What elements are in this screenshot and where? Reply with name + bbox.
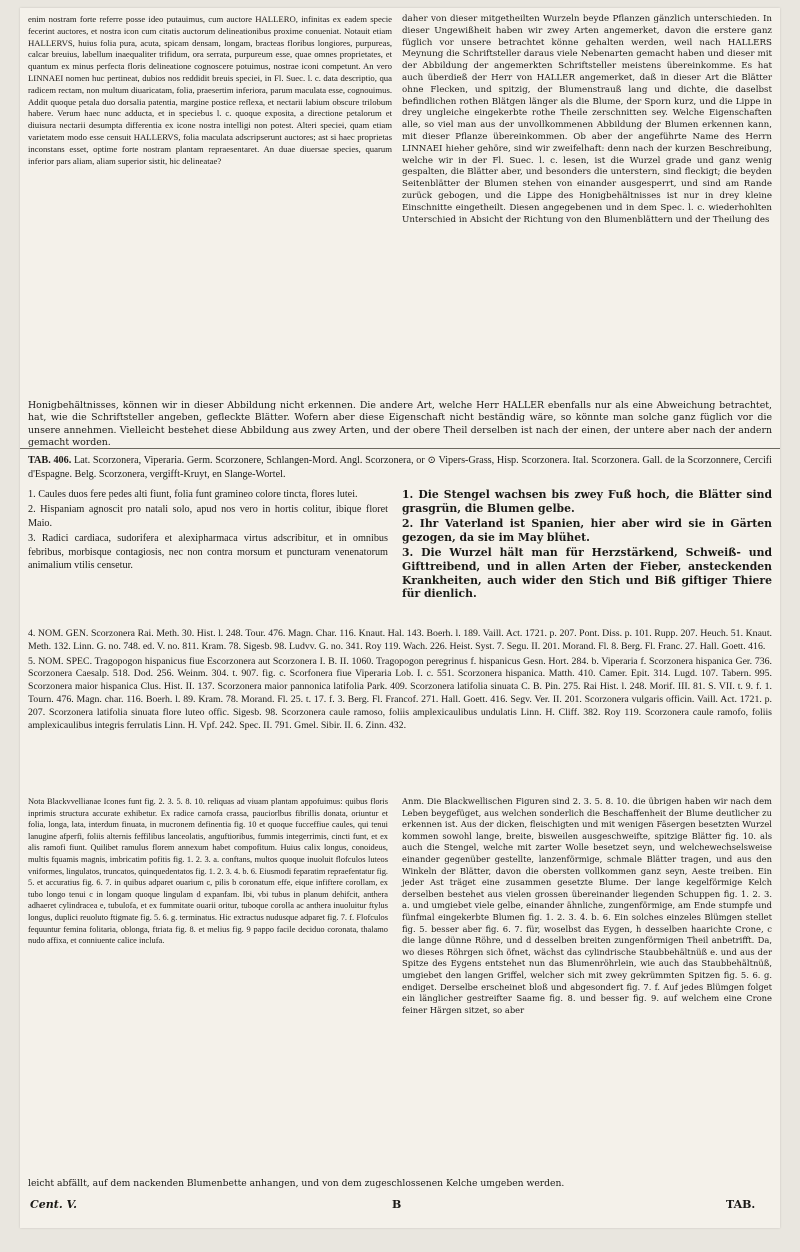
catchword: TAB. [726, 1198, 756, 1211]
tab-number: TAB. 406. [28, 455, 72, 466]
desc-german-item: 1. Die Stengel wachsen bis zwey Fuß hoch, die Blätter sind grasgrün, die Blumen gelbe. [402, 488, 772, 515]
description-german [402, 488, 772, 603]
tab-names: Lat. Scorzonera, Viperaria. Germ. Scorzonere, Schlangen-Mord. Angl. Scorzonera, or ⊙ Vipers-Grass, Hisp. Scorzonera. Ital. Scorzonera. Gall. de la Scorzonnere, Cercifi d'Espagne. Belg. Scorzonera, vergifft-Kruyt, en Slange-Wortel. [28, 455, 773, 480]
century-mark: Cent. V. [30, 1198, 77, 1211]
nomenclature [28, 628, 772, 734]
top-german-continuation: Honigbehältnisses, können wir in dieser Abbildung nicht erkennen. Die andere Art, welche Herr HALLER ebenfalls nur als eine Abweichung betrachtet, hat, wie die Schriftsteller angeben, gefleckte Blätter. Wofern aber diese Eigenschaft nicht beständig wäre, so könnte man solche ganz füglich vor die unsere annehmen. Vielleicht bestehet diese Abbildung aus zwey Arten, und der obere Theil derselben ist nach der einen, der untere aber nach der andern gemacht worden. [28, 400, 772, 449]
book-page [20, 8, 780, 1228]
top-german-text: daher von dieser mitgetheilten Wurzeln beyde Pflanzen gänzlich unterschieden. In dieser Ungewißheit haben wir zwey Arten angemerket, davon die erstere ganz füglich vor unsere betrachtet könne gehalten werden, weil nach HALLERS Meynung die Schriftsteller daraus viele Nebenarten gemacht haben und dieser mit der Abbildung der angemerkten Schriftsteller meistens übereinkomme. Es hat auch überdieß der Herr von HALLER angemerket, daß in dieser Art die Blätter ohne Flecken, und spitzig, der Blumenstrauß lang und dichte, die daselbst befindlichen rothen Blätgen länger als die Blume, der Sporn kurz, und die Lippe in drey ungleiche eingekerbte rothe Theile zerschnitten sey. Welche Eigenschaften alle, so viel man aus der unvollkommenen Abbildung der Blumen erkennen kann, mit dieser Pflanze übereinkommen. Ob aber der angeführte Name des Herrn LINNAEI hieher gehöre, sind wir zweifelhaft: denn nach der kurzen Beschreibung, welche wir in der Fl. Suec. l. c. lesen, ist die Wurzel grade und ganz wenig gespalten, die Blätter aber, und besonders die unterstern, sind fleckigt; die beyden Seitenblätter der Blumen stehen von einander ausgesperrt, und sind am Rande zurück gebogen, und die Lippe des Honigbehältnisses ist nur in drey kleine Einschnitte eingetheilt. Diesen angegebenen und in dem Spec. l. c. wiederhohlten Unterschied in Absicht der Richtung von den Blumenblättern und der Theilung des [402, 14, 772, 225]
desc-latin-item: 2. Hispaniam agnoscit pro natali solo, apud nos vero in hortis colitur, ibique floret Maio. [28, 504, 388, 529]
top-latin-text: enim nostram forte referre posse ideo putauimus, cum auctore HALLERO, infinitas ex eadem specie fecerint auctores, et nostra icon cum citatis auctorum delineationibus proxime conueniat. Notauit etiam HALLERVS, huius folia pura, acuta, spicam densam, longam, bracteas floribus longiores, purpureas, calcar breuius, labellum inaequaliter trifidum, ora serrata, purpureum esse, quae omnes proprietates, et quantum ex minus perfecta floris delineatione cognoscere potuimus, nostrae iconi competunt. An vero LINNAEI nomen huc pertineat, dubios nos reddidit breuis speciei, in Fl. Suec. l. c. data descriptio, qua radicem rectam, non multum diuaricatam, folia, praesertim inferiora, parum maculata esse, cognouimus. Addit quoque petala duo dorsalia patentia, margine postice reflexa, et nectarii labium obscure trilobum habere. Verum haec nunc adducta, et in speciebus l. c. quoque exposita, a directione petalorum et diuisura nectarii desumpta differentia ex icone nostra intelligi non potest. Alteri speciei, quam etiam varietatem modo esse censuit HALLERVS, folia maculata adscripserunt auctores; ast si haec proprietas inconstans esset, optime forte nostram plantam repraesentaret. An duae diuersae species, quarum inferior pars aliam, aliam superior sistit, hic delineatae? [28, 14, 392, 166]
bottom-latin-text: Nota Blackvvellianae Icones funt fig. 2. 3. 5. 8. 10. reliquas ad viuam plantam appofuimus: quibus floris inprimis structura accurate exhibetur. Ex radice carnofa crassa, pauciorlbus fibrillis donata, oriuntur et folia, longa, lata, interdum finuata, in mucronem definentia fig. 10 et quoque fucceffiue caules, qui tenui lanugine afperfi, foliis alternis feffilibus lanceolatis, anguftioribus, fummis integerrimis, cincti funt, et ex alis ramofi fiunt. Quilibet ramulus florem annexum habet compofitum. Huius calix longus, conoideus, multis fquamis magnis, imbricatim pofitis fig. 1. 2. 3. a. conftans, multos quoque inuoluit flofculos luteos vniformes, lingulatos, truncatos, quinquedentatos fig. 1. 2. 3. 4. b. 6. Eiusmodi feparatim repraefentatur fig. 5. et accuratius fig. 6. 7. in quibus adparet ouarium c, pilis b coronatum effe, eique infiftere corollam, ex tubo longo tenui c in longam quoque lingulam d expanfam. Ibi, vbi tubus in planum dehifcit, anthera adhaeret cylindracea e, tubulofa, et ex fummitate ouarii oritur, tuboque corolla ac anthera inuoluitur ftylus longus, duplici reuoluto ftigmate fig. 5. 6. g. terminatus. Hic extractus nudusque adparet fig. 7. f. Flofculos fequuntur femina folitaria, oblonga, ftriata fig. 8. et melius fig. 9 pappo facile deciduo coronata, thalamo nudo affixa, et conniuente calice inclufa. [28, 797, 388, 946]
signature-mark: B [392, 1198, 402, 1211]
footer-line: leicht abfällt, auf dem nackenden Blumenbette anhangen, und von dem zugeschlossenen Kelche umgeben werden. [28, 1178, 565, 1189]
bottom-german-text: Anm. Die Blackwellischen Figuren sind 2. 3. 5. 8. 10. die übrigen haben wir nach dem Leben beygefüget, aus welchen sonderlich die Beschaffenheit der Blume deutlicher zu erkennen ist. Aus der dicken, fleischigten und mit wenigen Fäsergen besetzten Wurzel kommen sowohl lange, breite, bisweilen ausgeschweifte, spitzige Blätter fig. 10. als auch die Stengel, welche mit zarter Wolle besetzet seyn, und welchewechselsweise einander gegenüber gestellte, lanzenförmige, schmale Blätter tragen, und aus den Winkeln der Blätter, davon die obersten vollkommen ganz seyn, Aeste treiben. Ein jeder Ast träget eine zusammen gesetzte Blume. Der lange kegelförmige Kelch derselben bestehet aus vielen grossen übereinander liegenden Schuppen fig. 1. 2. 3. a. und umgiebet viele gelbe, einander ähnliche, zungenförmige, am Ende stumpfe und fünfmal eingekerbte Blumen fig. 1. 2. 3. 4. b. 6. Ein solches einzeles Blümgen stellet fig. 5. besser aber fig. 6. 7. für, woselbst das Eygen, h desselben haarichte Crone, c die lange dünne Röhre, und d desselben breiten zungenförmigen Theil anbetrifft. Da, wo dieses Röhrgen sich öfnet, wächst das cylindrische Staubbehältnüß e. und aus der Spitze des Eygens entstehet nun das Blumenröhrlein, wie auch das Staubbehältnüß, umgiebet den langen Griffel, welcher sich mit zwey gekrümmten Spitzen fig. 5. 6. g. endiget. Derselbe erscheinet bloß und abgesondert fig. 7. f. Auf jedes Blümgen folget ein länglicher gestreifter Saame fig. 8. und besser fig. 9. auf welchem eine Crone feiner Härgen sitzet, so aber [402, 796, 772, 1015]
desc-latin-item: 3. Radici cardiaca, sudorifera et alexipharmaca virtus adscribitur, et in omnibus febribus, morbisque contagiosis, nec non contra morsum et puncturam venenatorum animalium vtilis censetur. [28, 533, 388, 572]
desc-german-item: 3. Die Wurzel hält man für Herzstärkend, Schweiß- und Gifttreibend, und in allen Arten der Fieber, ansteckenden Krankheiten, auch wider den Stich und Biß giftiger Thiere für dienlich. [402, 546, 772, 601]
desc-german-item: 2. Ihr Vaterland ist Spanien, hier aber wird sie in Gärten gezogen, da sie im May blühet. [402, 517, 772, 544]
desc-latin-item: 1. Caules duos fere pedes alti fiunt, folia funt gramineo colore tincta, flores lutei. [28, 489, 358, 500]
nomen-genus: 4. NOM. GEN. Scorzonera Rai. Meth. 30. Hist. l. 248. Tour. 476. Magn. Char. 116. Knaut. Hal. 143. Boerh. l. 189. Vaill. Act. 1721. p. 207. Pont. Diss. p. 101. Rupp. 207. Heuch. 51. Knaut. Meth. 132. Linn. G. no. 748. ed. V. no. 811. Kram. 78. Sigesb. 98. Ludvv. G. no. 341. Roy 119. Wach. 226. Heist. Syst. 7. Segu. II. 201. Morand. Fl. 8. Berg. Fl. Franc. 27. Hall. Goett. 416. [28, 628, 772, 652]
section-divider [20, 448, 780, 449]
description-latin [28, 488, 388, 574]
nomen-species: 5. NOM. SPEC. Tragopogon hispanicus fiue Escorzonera aut Scorzonera I. B. II. 1060. Tragopogon peregrinus f. hispanicus Gesn. Hort. 284. b. Viperaria f. Scorzonera hispanica Ger. 736. Scorzonera Caesalp. 518. Dod. 256. Weinm. 304. t. 907. fig. c. Scorfonera fiue Viperaria Lob. I. c. 551. Scorzonera hispanica. Matth. 410. Camer. Epit. 314. Lugd. 107. Tabern. 995. Scorzonera maior hispanica Clus. Hist. II. 137. Scorzonera maior pannonica latifolia Park. 409. Scorzonera latifolia sinuata C. B. Pin. 275. Rai Hist. l. 248. Morif. III. 81. S. VII. t. 9. f. 1. Tourn. 476. Magn. char. 116. Boerh. l. 89. Kram. 78. Morand. Fl. 25. t. 17. f. 3. Berg. Fl. Francof. 271. Hall. Goett. 416. Segv. Ver. II. 201. Scorzonera vulgaris officin. Vaill. Act. 1721. p. 207. Scorzonera latifolia sinuata flore luteo offic. Sigesb. 98. Scorzonera caule ramoso, foliis amplexicaulibus undulatis Linn. H. Cliff. 382. Roy 119. Scorzonera caule ramofo, foliis amplexicaulibus integris ferrulatis Linn. H. Vpf. 242. Spec. II. 791. Gmel. Sibir. II. 6. Zinn. 432. [28, 655, 772, 731]
tab-header [28, 454, 772, 481]
